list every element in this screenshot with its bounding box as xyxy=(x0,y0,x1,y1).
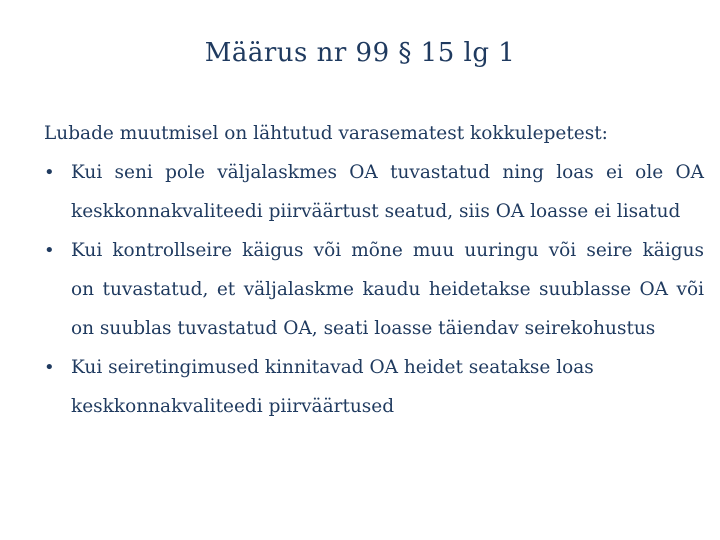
bullet-line: on tuvastatud, et väljalaskme kaudu heidetakse suublasse OA või xyxy=(71,279,704,300)
bullet-item xyxy=(44,348,704,426)
intro-text: Lubade muutmisel on lähtutud varasematest kokkulepetest: xyxy=(44,123,608,144)
bullet-line: keskkonnakvaliteedi piirväärtust seatud, siis OA loasse ei lisatud xyxy=(71,201,681,222)
bullet-line: on suublas tuvastatud OA, seati loasse täiendav seirekohustus xyxy=(71,318,656,339)
bullet-line: Kui kontrollseire käigus või mõne muu uuringu või seire käigus xyxy=(71,240,704,261)
bullet-line: keskkonnakvaliteedi piirväärtused xyxy=(71,396,395,417)
bullet-icon: • xyxy=(44,162,55,183)
slide-body xyxy=(44,114,704,426)
bullet-icon: • xyxy=(44,357,55,378)
bullet-item xyxy=(44,231,704,348)
bullet-icon: • xyxy=(44,240,55,261)
bullet-line: Kui seiretingimused kinnitavad OA heidet seatakse loas xyxy=(71,357,594,378)
bullet-line: Kui seni pole väljalaskmes OA tuvastatud ning loas ei ole OA xyxy=(71,162,704,183)
bullet-list xyxy=(44,153,704,426)
slide-title: Määrus nr 99 § 15 lg 1 xyxy=(204,38,516,68)
bullet-item xyxy=(44,153,704,231)
